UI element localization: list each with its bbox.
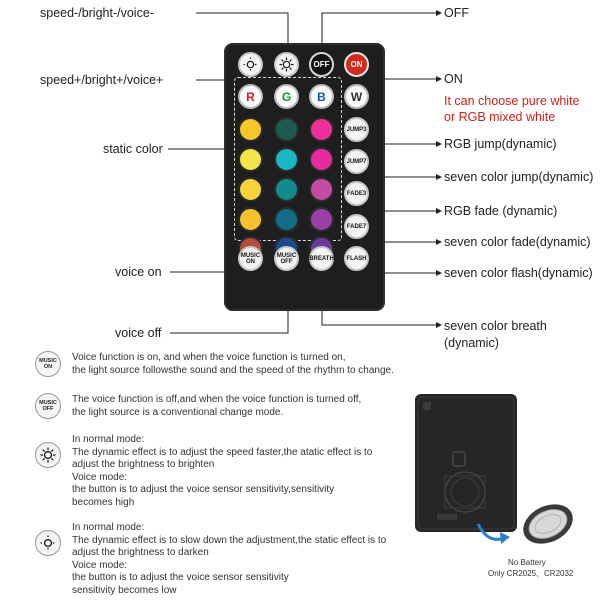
color-button-r2-c2[interactable] (274, 147, 299, 172)
plus-note-line6: becomes high (72, 496, 135, 508)
color-button-r4-c3[interactable] (309, 207, 334, 232)
sun-plus-icon (40, 447, 56, 463)
music-off-note-icon-line1: MUSIC (39, 400, 57, 406)
brightness-up-button[interactable] (274, 52, 299, 77)
music-off-note-icon-line2: OFF (42, 406, 54, 412)
label-on: ON (444, 72, 463, 86)
brightness-down-button[interactable] (238, 52, 263, 77)
music-on-note-icon-line2: ON (43, 364, 53, 370)
plus-note-line4: Voice mode: (72, 471, 128, 483)
music-off-button[interactable] (274, 246, 299, 271)
fade3-button-label: FADE3 (346, 190, 367, 197)
jump3-button-label: JUMP3 (346, 126, 367, 133)
label-off: OFF (444, 6, 469, 20)
color-button-r1-c1[interactable] (238, 117, 263, 142)
breath-button[interactable] (309, 246, 334, 271)
red-button[interactable] (238, 84, 263, 109)
sun-minus-icon (243, 57, 258, 72)
music-on-button[interactable] (238, 246, 263, 271)
white-button-label: W (350, 89, 363, 104)
fade7-button-label: FADE7 (346, 223, 367, 230)
music-on-note-line1: Voice function is on, and when the voice function is turned on, (72, 352, 346, 363)
music-off-note-line1: The voice function is off,and when the voice function is turned off, (72, 394, 362, 405)
flash-button-label: FLASH (346, 255, 367, 262)
label-pure-white-line1: It can choose pure white (444, 94, 580, 108)
music-on-label-line2: ON (246, 258, 255, 265)
music-off-note-line2: the light source is a conventional change mode. (72, 407, 284, 418)
green-button[interactable] (274, 84, 299, 109)
color-button-r3-c2[interactable] (274, 177, 299, 202)
jump7-button[interactable] (344, 149, 369, 174)
blue-button[interactable] (309, 84, 334, 109)
minus-note-line2: The dynamic effect is to slow down the adjustment,the static effect is to (72, 534, 387, 546)
off-button[interactable] (309, 52, 334, 77)
label-seven-jump: seven color jump(dynamic) (444, 170, 594, 184)
label-pure-white-line2: or RGB mixed white (444, 110, 556, 124)
sun-plus-icon (279, 57, 294, 72)
on-button-label: ON (350, 60, 363, 69)
fade3-button[interactable] (344, 181, 369, 206)
green-button-label: G (281, 89, 292, 104)
battery-note-line2: Only CR2025、CR2032 (488, 569, 574, 578)
fade7-button[interactable] (344, 214, 369, 239)
color-button-r1-c2[interactable] (274, 117, 299, 142)
music-on-note-line2: the light source followsthe sound and the speed of the rhythm to change. (72, 365, 394, 376)
plus-note-line3: adjust the brightness to brighten (72, 459, 215, 470)
blue-button-label: B (317, 89, 326, 104)
music-off-note-icon (35, 393, 61, 419)
music-off-label-line1: MUSIC (276, 252, 297, 259)
flash-button[interactable] (344, 246, 369, 271)
minus-note-icon (35, 530, 61, 556)
label-static-color: static color (103, 142, 163, 156)
color-button-r1-c3[interactable] (309, 117, 334, 142)
red-button-label: R (246, 89, 255, 104)
music-on-note-icon (35, 351, 61, 377)
plus-note-icon (35, 442, 61, 468)
label-speed-plus: speed+/bright+/voice+ (40, 73, 164, 87)
label-seven-breath-line2: (dynamic) (444, 336, 499, 350)
breath-button-label: BREATH (309, 255, 334, 262)
label-voice-on: voice on (115, 265, 162, 279)
battery-coin-drawing (460, 492, 580, 562)
label-rgb-fade: RGB fade (dynamic) (444, 204, 558, 218)
jump3-button[interactable] (344, 117, 369, 142)
minus-note-line6: sensitivity becomes low (72, 584, 177, 596)
label-speed-minus: speed-/bright-/voice- (40, 6, 154, 20)
jump7-button-label: JUMP7 (346, 158, 367, 165)
plus-note-line1: In normal mode: (72, 434, 145, 445)
color-button-r3-c3[interactable] (309, 177, 334, 202)
sun-minus-icon (40, 535, 56, 551)
remote-control (224, 43, 385, 311)
on-button[interactable] (344, 52, 369, 77)
music-on-note-icon-line1: MUSIC (39, 358, 57, 364)
label-rgb-jump: RGB jump(dynamic) (444, 137, 557, 151)
color-button-r2-c1[interactable] (238, 147, 263, 172)
color-button-r2-c3[interactable] (309, 147, 334, 172)
minus-note-line3: adjust the brightness to darken (72, 547, 209, 558)
label-seven-fade: seven color fade(dynamic) (444, 235, 591, 249)
label-voice-off: voice off (115, 326, 162, 340)
plus-note-line5: the button is to adjust the voice sensor sensitivity,sensitivity (72, 484, 335, 495)
color-button-r3-c1[interactable] (238, 177, 263, 202)
plus-note-line2: The dynamic effect is to adjust the speed faster,the atatic effect is to (72, 446, 373, 458)
music-off-label-line2: OFF (280, 258, 293, 265)
off-button-label: OFF (313, 60, 330, 69)
white-button[interactable] (344, 84, 369, 109)
label-seven-breath-line1: seven color breath (444, 319, 547, 333)
battery-note-line1: No Battery (508, 558, 546, 567)
minus-note-line4: Voice mode: (72, 559, 128, 571)
minus-note-line5: the button is to adjust the voice sensor sensitivity (72, 572, 289, 583)
minus-note-line1: In normal mode: (72, 522, 145, 533)
color-button-r4-c2[interactable] (274, 207, 299, 232)
label-seven-flash: seven color flash(dynamic) (444, 266, 593, 280)
music-on-label-line1: MUSIC (240, 252, 261, 259)
color-button-r4-c1[interactable] (238, 207, 263, 232)
